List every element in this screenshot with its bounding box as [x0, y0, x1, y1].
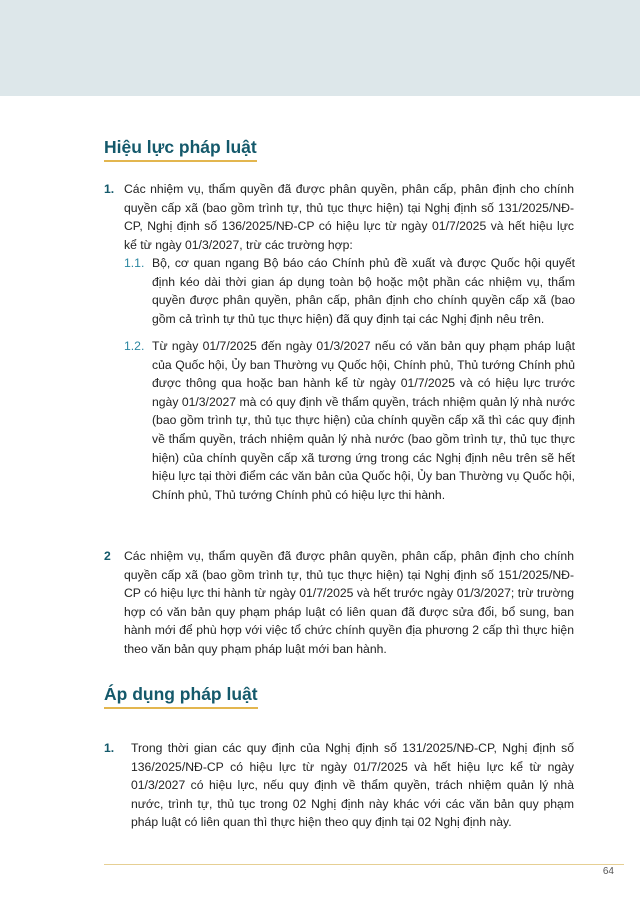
footer-divider: [104, 864, 624, 865]
list-number: 1.: [104, 741, 115, 755]
list-number: 2: [104, 549, 111, 563]
sub-list-item-text: Từ ngày 01/7/2025 đến ngày 01/3/2027 nếu có văn bản quy phạm pháp luật của Quốc hội, Ủy ban Thường vụ Quốc hội, Chính phủ, Thủ tướng Chính phủ được thông qua hoặc ban hành kể từ ngày 01/7/2025 và có hiệu lực trước ngày 01/3/2027 mà có quy định về thẩm quyền, trách nhiệm quản lý nhà nước (bao gồm trình tự, thủ tục thực hiện) của chính quyền cấp xã thì các quy định về thẩm quyền, trách nhiệm quản lý nhà nước (bao gồm trình tự, thủ tục thực hiện) của chính quyền cấp xã tương ứng trong các Nghị định nêu trên sẽ hết hiệu lực tại thời điểm các văn bản của Quốc hội, Ủy ban Thường vụ Quốc hội, Chính phủ, Thủ tướng Chính phủ có hiệu lực thi hành.: [152, 339, 575, 502]
list-item-text: Các nhiệm vụ, thẩm quyền đã được phân quyền, phân cấp, phân định cho chính quyền cấp xã (bao gồm trình tự, thủ tục thực hiện) tại Nghị định số 131/2025/NĐ-CP, Nghị định số 136/2025/NĐ-CP có hiệu lực từ ngày 01/7/2025 và hết hiệu lực kể từ ngày 01/3/2027, trừ các trường hợp:: [124, 182, 574, 252]
sub-list-item-text: Bộ, cơ quan ngang Bộ báo cáo Chính phủ đề xuất và được Quốc hội quyết định kéo dài thời gian áp dụng toàn bộ hoặc một phần các nhiệm vụ, thẩm quyền được phân quyền, phân cấp, phân định cho chính quyền cấp xã (bao gồm cả trình tự thủ tục thực hiện) đã quy định tại các Nghị định nêu trên.: [152, 256, 575, 326]
section-title-hieu-luc: Hiệu lực pháp luật: [104, 137, 257, 162]
list-item-text: Các nhiệm vụ, thẩm quyền đã được phân quyền, phân cấp, phân định cho chính quyền cấp xã (bao gồm trình tự, thủ tục thực hiện) tại Nghị định số 151/2025/NĐ-CP có hiệu lực thi hành từ ngày 01/7/2025 và hết trước ngày 01/3/2027; trừ trường hợp có văn bản quy phạm pháp luật có liên quan đã được sửa đổi, bổ sung, ban hành mới để phù hợp với việc tổ chức chính quyền địa phương 2 cấp thì thực hiện theo văn bản quy phạm pháp luật mới ban hành.: [124, 549, 574, 656]
header-band: [0, 0, 640, 96]
page-number: 64: [602, 866, 614, 877]
sub-list-number: 1.1.: [124, 256, 145, 270]
sub-list-number: 1.2.: [124, 339, 145, 353]
list-item-text: Trong thời gian các quy định của Nghị định số 131/2025/NĐ-CP, Nghị định số 136/2025/NĐ-CP có hiệu lực từ ngày 01/7/2025 và hết hiệu lực kể từ ngày 01/3/2027 có hiệu lực, nếu quy định về thẩm quyền, trách nhiệm quản lý nhà nước, trình tự, thủ tục trong 02 Nghị định này khác với các văn bản quy phạm pháp luật có liên quan thì thực hiện theo quy định tại 02 Nghị định này.: [131, 741, 574, 830]
section-title-ap-dung: Áp dụng pháp luật: [104, 684, 258, 709]
list-number: 1.: [104, 182, 115, 196]
